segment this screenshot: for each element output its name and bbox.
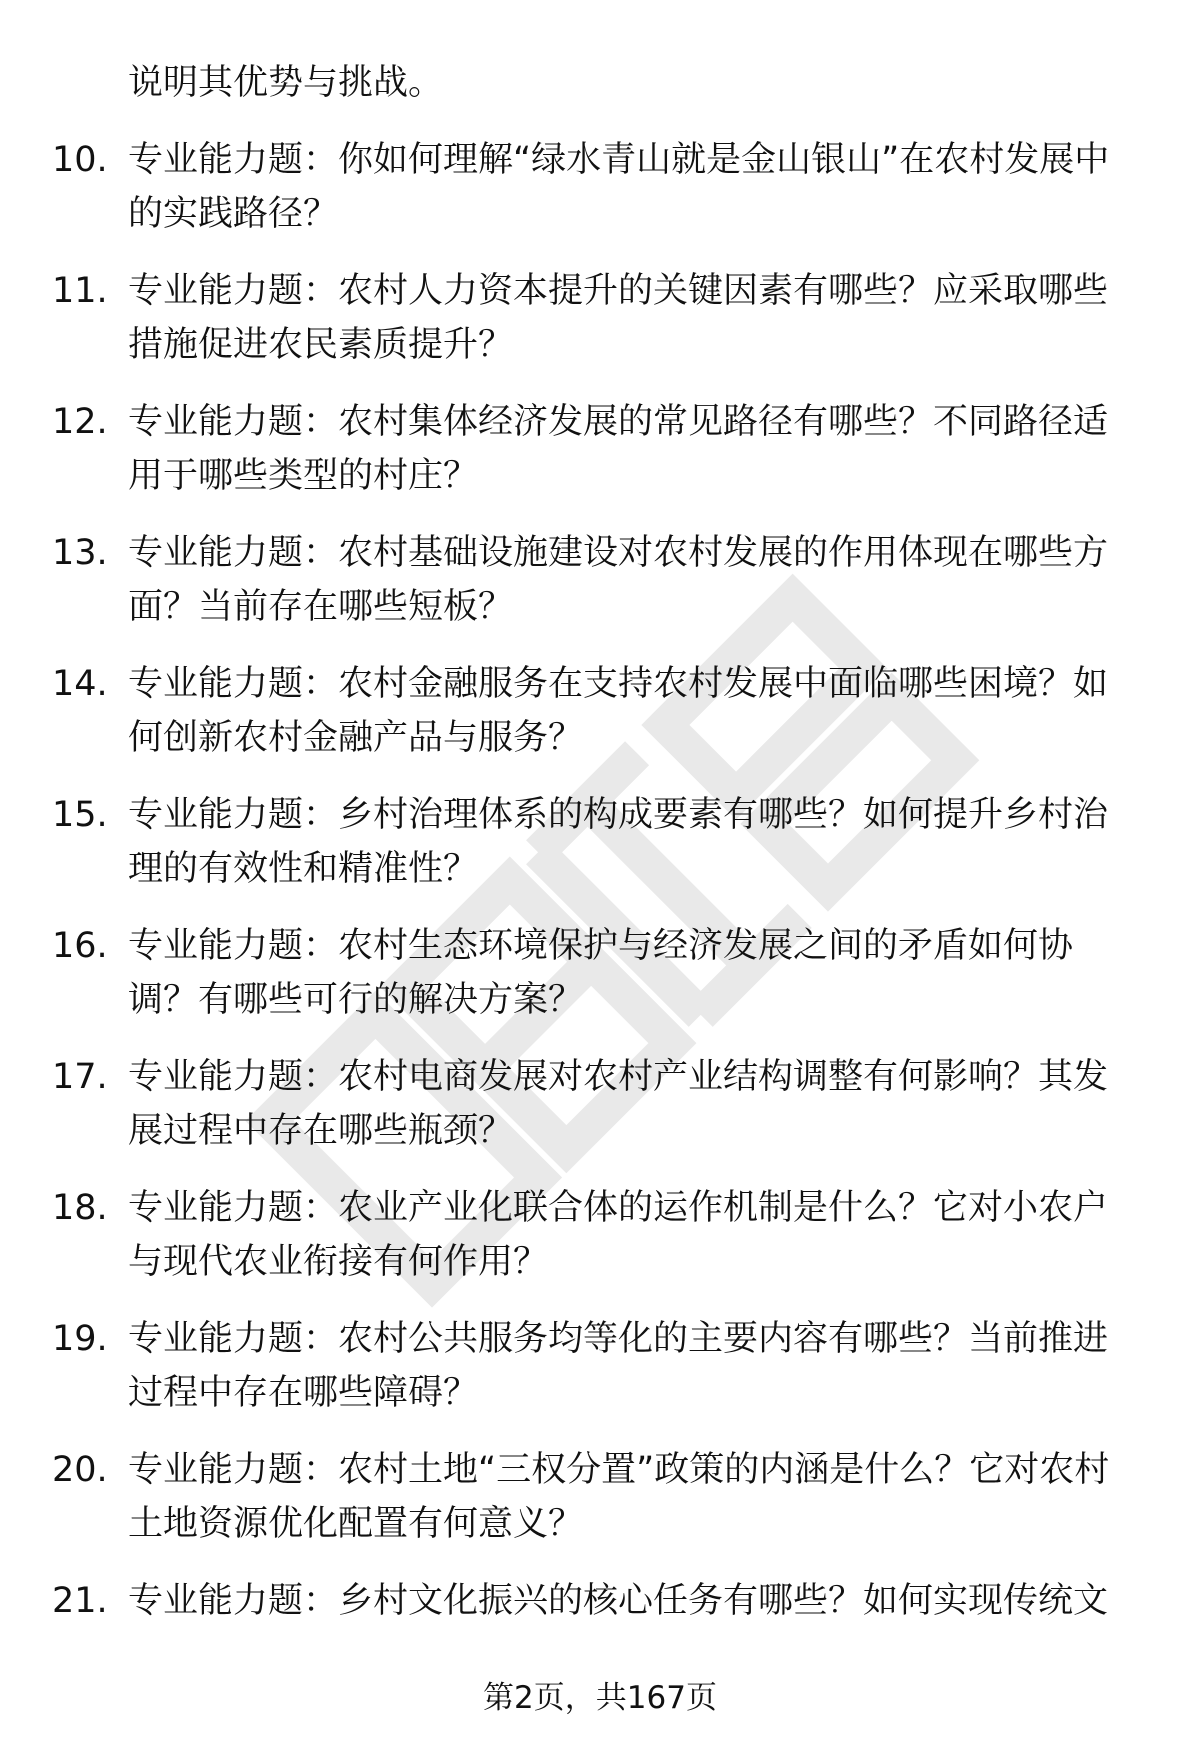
question-number: 12.: [52, 402, 108, 442]
question-item: [0, 1312, 1200, 1443]
question-number: 21.: [52, 1581, 108, 1621]
question-number: 18.: [52, 1188, 108, 1228]
question-text: 专业能力题：农村土地“三权分置”政策的内涵是什么？它对农村土地资源优化配置有何意义？: [128, 1450, 1110, 1544]
question-text: 专业能力题：农村生态环境保护与经济发展之间的矛盾如何协调？有哪些可行的解决方案？: [128, 926, 1074, 1020]
question-item: [0, 1443, 1200, 1574]
question-text: 专业能力题：乡村文化振兴的核心任务有哪些？如何实现传统文: [128, 1581, 1109, 1621]
question-item: [0, 1050, 1200, 1181]
question-number: 13.: [52, 533, 108, 573]
question-item: [0, 133, 1200, 264]
question-item: [0, 919, 1200, 1050]
question-number: 15.: [52, 795, 108, 835]
continuation-text: 说明其优势与挑战。: [128, 63, 444, 103]
question-text: 专业能力题：农村金融服务在支持农村发展中面临哪些困境？如何创新农村金融产品与服务？: [128, 664, 1109, 758]
question-text: 专业能力题：农业产业化联合体的运作机制是什么？它对小农户与现代农业衔接有何作用？: [128, 1188, 1109, 1282]
question-number: 14.: [52, 664, 108, 704]
question-number: 16.: [52, 926, 108, 966]
question-text: 专业能力题：农村基础设施建设对农村发展的作用体现在哪些方面？当前存在哪些短板？: [128, 533, 1109, 627]
question-number: 11.: [52, 271, 108, 311]
question-item: [0, 264, 1200, 395]
question-item: [0, 1181, 1200, 1312]
question-text: 专业能力题：乡村治理体系的构成要素有哪些？如何提升乡村治理的有效性和精准性？: [128, 795, 1109, 889]
question-text: 专业能力题：农村集体经济发展的常见路径有哪些？不同路径适用于哪些类型的村庄？: [128, 402, 1109, 496]
question-item: [0, 395, 1200, 526]
question-number: 10.: [52, 140, 108, 180]
page-footer: 第2页，共167页: [483, 1680, 717, 1716]
question-text: 专业能力题：农村电商发展对农村产业结构调整有何影响？其发展过程中存在哪些瓶颈？: [128, 1057, 1109, 1151]
question-number: 20.: [52, 1450, 108, 1490]
question-item: [0, 788, 1200, 919]
question-text: 专业能力题：农村人力资本提升的关键因素有哪些？应采取哪些措施促进农民素质提升？: [128, 271, 1109, 365]
question-list: [0, 133, 1200, 1705]
question-text: 专业能力题：农村公共服务均等化的主要内容有哪些？当前推进过程中存在哪些障碍？: [128, 1319, 1109, 1413]
question-number: 17.: [52, 1057, 108, 1097]
question-text: 专业能力题：你如何理解“绿水青山就是金山银山”在农村发展中的实践路径？: [128, 140, 1110, 234]
question-item: [0, 657, 1200, 788]
question-number: 19.: [52, 1319, 108, 1359]
question-item: [0, 526, 1200, 657]
